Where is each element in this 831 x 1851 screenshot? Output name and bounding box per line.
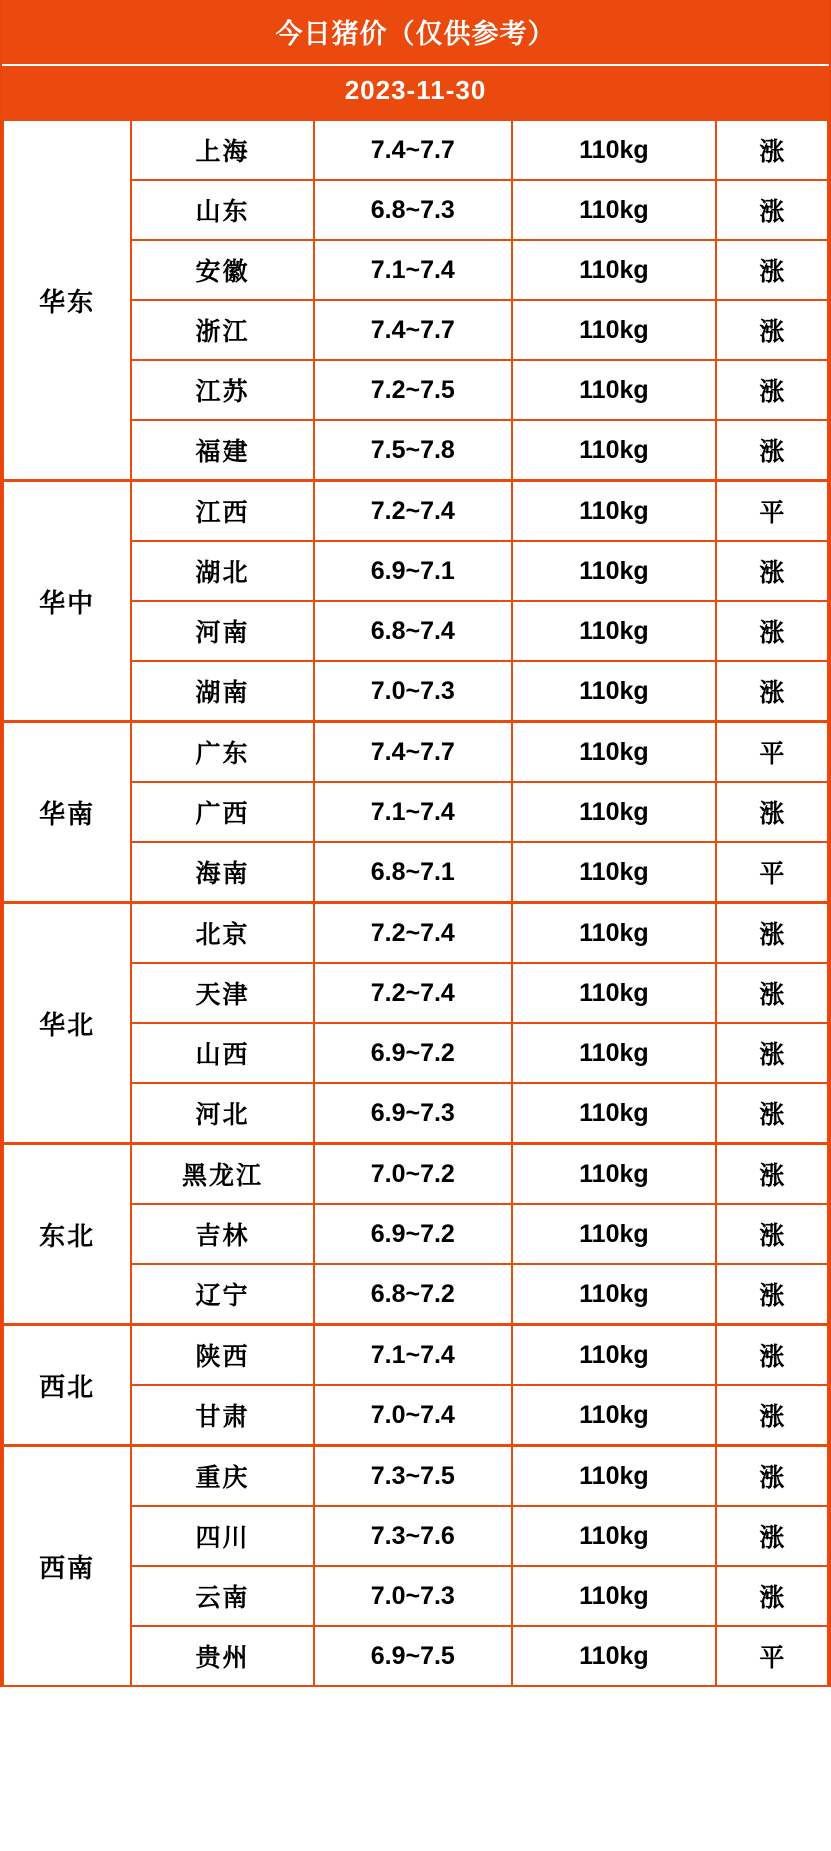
price-cell: 6.8~7.4 bbox=[314, 601, 512, 661]
province-cell: 江苏 bbox=[131, 360, 313, 420]
table-row bbox=[3, 1325, 828, 1386]
trend-cell: 平 bbox=[716, 722, 828, 783]
price-cell: 6.9~7.1 bbox=[314, 541, 512, 601]
trend-cell: 涨 bbox=[716, 1144, 828, 1205]
price-cell: 7.2~7.5 bbox=[314, 360, 512, 420]
price-cell: 7.2~7.4 bbox=[314, 963, 512, 1023]
weight-cell: 110kg bbox=[512, 782, 716, 842]
weight-cell: 110kg bbox=[512, 481, 716, 542]
price-cell: 7.2~7.4 bbox=[314, 481, 512, 542]
price-cell: 7.4~7.7 bbox=[314, 722, 512, 783]
weight-cell: 110kg bbox=[512, 722, 716, 783]
price-table-body bbox=[3, 120, 828, 1687]
trend-cell: 涨 bbox=[716, 541, 828, 601]
weight-cell: 110kg bbox=[512, 601, 716, 661]
trend-cell: 涨 bbox=[716, 1325, 828, 1386]
weight-cell: 110kg bbox=[512, 963, 716, 1023]
price-cell: 6.8~7.2 bbox=[314, 1264, 512, 1325]
region-cell: 华北 bbox=[3, 903, 131, 1144]
price-cell: 6.9~7.2 bbox=[314, 1023, 512, 1083]
trend-cell: 平 bbox=[716, 842, 828, 903]
province-cell: 陕西 bbox=[131, 1325, 313, 1386]
trend-cell: 涨 bbox=[716, 782, 828, 842]
weight-cell: 110kg bbox=[512, 1566, 716, 1626]
province-cell: 云南 bbox=[131, 1566, 313, 1626]
trend-cell: 平 bbox=[716, 481, 828, 542]
price-cell: 6.8~7.1 bbox=[314, 842, 512, 903]
province-cell: 广东 bbox=[131, 722, 313, 783]
region-cell: 华南 bbox=[3, 722, 131, 903]
price-cell: 7.4~7.7 bbox=[314, 300, 512, 360]
weight-cell: 110kg bbox=[512, 541, 716, 601]
province-cell: 山东 bbox=[131, 180, 313, 240]
table-row bbox=[3, 1446, 828, 1507]
price-cell: 7.0~7.3 bbox=[314, 1566, 512, 1626]
trend-cell: 涨 bbox=[716, 1446, 828, 1507]
price-cell: 6.9~7.5 bbox=[314, 1626, 512, 1686]
trend-cell: 涨 bbox=[716, 240, 828, 300]
trend-cell: 涨 bbox=[716, 1506, 828, 1566]
price-cell: 7.2~7.4 bbox=[314, 903, 512, 964]
trend-cell: 涨 bbox=[716, 1083, 828, 1144]
weight-cell: 110kg bbox=[512, 903, 716, 964]
region-cell: 西南 bbox=[3, 1446, 131, 1687]
weight-cell: 110kg bbox=[512, 1144, 716, 1205]
table-row bbox=[3, 120, 828, 181]
trend-cell: 涨 bbox=[716, 1385, 828, 1446]
weight-cell: 110kg bbox=[512, 1626, 716, 1686]
province-cell: 河北 bbox=[131, 1083, 313, 1144]
price-cell: 6.8~7.3 bbox=[314, 180, 512, 240]
trend-cell: 涨 bbox=[716, 963, 828, 1023]
trend-cell: 涨 bbox=[716, 903, 828, 964]
province-cell: 山西 bbox=[131, 1023, 313, 1083]
price-cell: 7.4~7.7 bbox=[314, 120, 512, 181]
trend-cell: 涨 bbox=[716, 1566, 828, 1626]
weight-cell: 110kg bbox=[512, 420, 716, 481]
report-date: 2023-11-30 bbox=[2, 64, 829, 118]
price-cell: 7.0~7.4 bbox=[314, 1385, 512, 1446]
province-cell: 北京 bbox=[131, 903, 313, 964]
price-cell: 6.9~7.2 bbox=[314, 1204, 512, 1264]
region-cell: 华中 bbox=[3, 481, 131, 722]
trend-cell: 涨 bbox=[716, 360, 828, 420]
table-row bbox=[3, 1144, 828, 1205]
region-cell: 西北 bbox=[3, 1325, 131, 1446]
page-title: 今日猪价（仅供参考） bbox=[2, 0, 829, 64]
trend-cell: 涨 bbox=[716, 420, 828, 481]
weight-cell: 110kg bbox=[512, 1385, 716, 1446]
province-cell: 辽宁 bbox=[131, 1264, 313, 1325]
province-cell: 黑龙江 bbox=[131, 1144, 313, 1205]
weight-cell: 110kg bbox=[512, 180, 716, 240]
province-cell: 河南 bbox=[131, 601, 313, 661]
province-cell: 贵州 bbox=[131, 1626, 313, 1686]
price-cell: 7.1~7.4 bbox=[314, 1325, 512, 1386]
trend-cell: 涨 bbox=[716, 1023, 828, 1083]
price-cell: 6.9~7.3 bbox=[314, 1083, 512, 1144]
trend-cell: 涨 bbox=[716, 1264, 828, 1325]
price-cell: 7.3~7.5 bbox=[314, 1446, 512, 1507]
weight-cell: 110kg bbox=[512, 1506, 716, 1566]
weight-cell: 110kg bbox=[512, 360, 716, 420]
trend-cell: 涨 bbox=[716, 120, 828, 181]
province-cell: 海南 bbox=[131, 842, 313, 903]
trend-cell: 涨 bbox=[716, 661, 828, 722]
trend-cell: 涨 bbox=[716, 1204, 828, 1264]
price-cell: 7.5~7.8 bbox=[314, 420, 512, 481]
weight-cell: 110kg bbox=[512, 120, 716, 181]
province-cell: 吉林 bbox=[131, 1204, 313, 1264]
province-cell: 广西 bbox=[131, 782, 313, 842]
trend-cell: 平 bbox=[716, 1626, 828, 1686]
province-cell: 福建 bbox=[131, 420, 313, 481]
province-cell: 甘肃 bbox=[131, 1385, 313, 1446]
province-cell: 江西 bbox=[131, 481, 313, 542]
trend-cell: 涨 bbox=[716, 601, 828, 661]
price-cell: 7.0~7.2 bbox=[314, 1144, 512, 1205]
province-cell: 湖北 bbox=[131, 541, 313, 601]
weight-cell: 110kg bbox=[512, 1023, 716, 1083]
table-row bbox=[3, 481, 828, 542]
price-cell: 7.0~7.3 bbox=[314, 661, 512, 722]
weight-cell: 110kg bbox=[512, 1264, 716, 1325]
province-cell: 天津 bbox=[131, 963, 313, 1023]
price-cell: 7.1~7.4 bbox=[314, 782, 512, 842]
weight-cell: 110kg bbox=[512, 842, 716, 903]
price-table bbox=[2, 118, 829, 1687]
weight-cell: 110kg bbox=[512, 300, 716, 360]
province-cell: 四川 bbox=[131, 1506, 313, 1566]
weight-cell: 110kg bbox=[512, 1325, 716, 1386]
province-cell: 安徽 bbox=[131, 240, 313, 300]
trend-cell: 涨 bbox=[716, 300, 828, 360]
price-cell: 7.3~7.6 bbox=[314, 1506, 512, 1566]
province-cell: 浙江 bbox=[131, 300, 313, 360]
weight-cell: 110kg bbox=[512, 240, 716, 300]
table-row bbox=[3, 722, 828, 783]
weight-cell: 110kg bbox=[512, 1083, 716, 1144]
weight-cell: 110kg bbox=[512, 661, 716, 722]
province-cell: 上海 bbox=[131, 120, 313, 181]
province-cell: 湖南 bbox=[131, 661, 313, 722]
price-cell: 7.1~7.4 bbox=[314, 240, 512, 300]
weight-cell: 110kg bbox=[512, 1204, 716, 1264]
province-cell: 重庆 bbox=[131, 1446, 313, 1507]
region-cell: 东北 bbox=[3, 1144, 131, 1325]
trend-cell: 涨 bbox=[716, 180, 828, 240]
weight-cell: 110kg bbox=[512, 1446, 716, 1507]
region-cell: 华东 bbox=[3, 120, 131, 481]
table-row bbox=[3, 903, 828, 964]
